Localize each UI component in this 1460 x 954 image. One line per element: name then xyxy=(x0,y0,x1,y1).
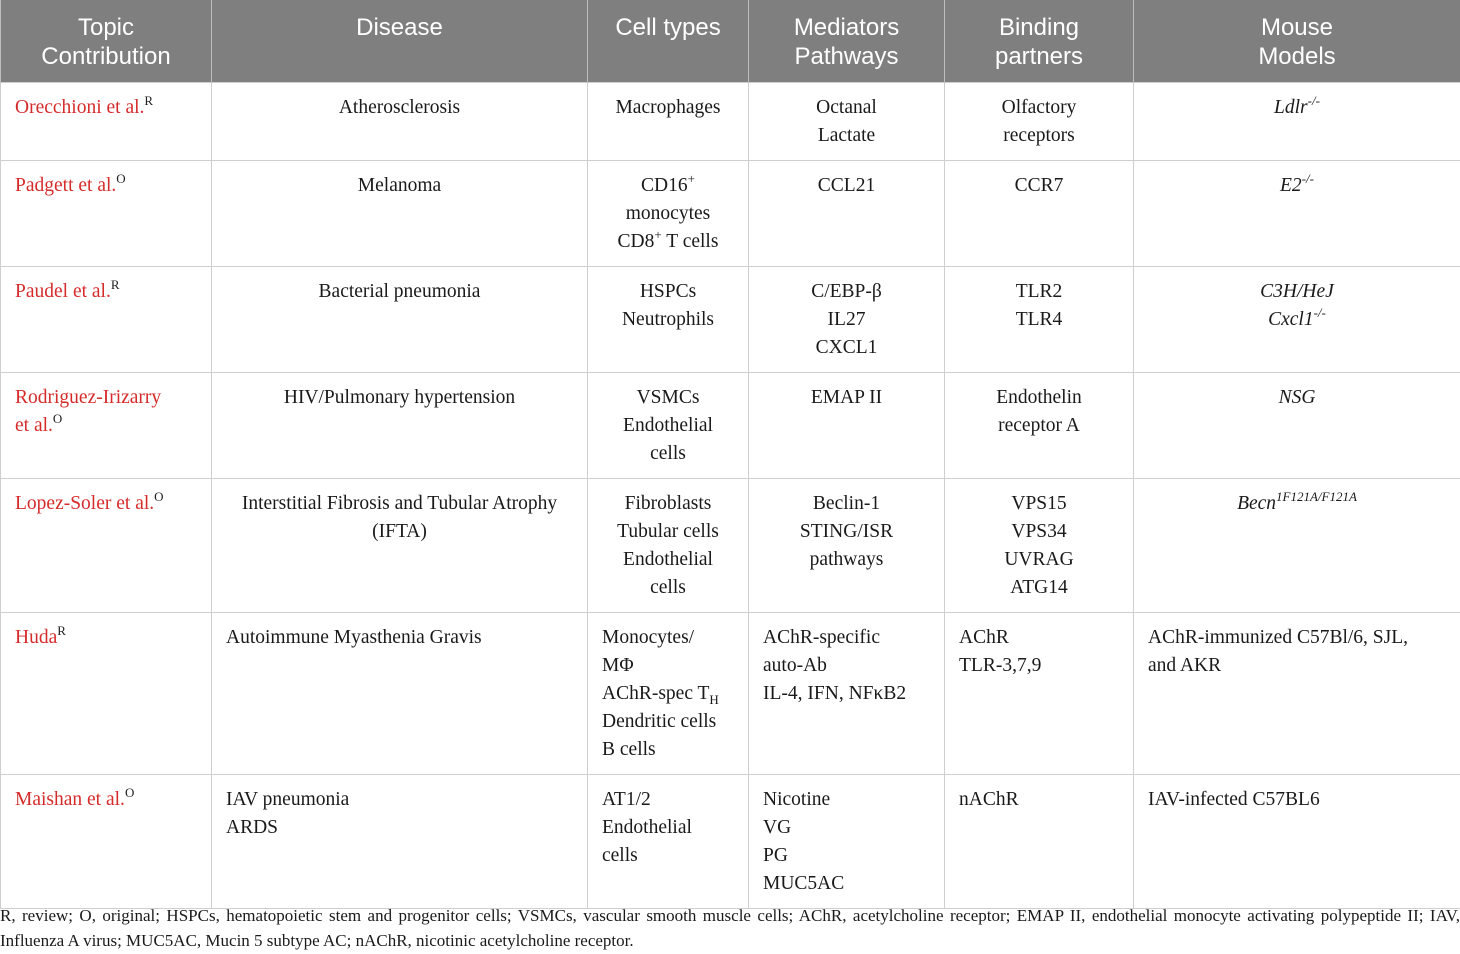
author-cell[interactable]: Padgett et al.$^O$ xyxy=(1,161,212,267)
binding-partners-cell: TLR2 TLR4 xyxy=(945,267,1134,373)
mediators-cell: AChR-specific auto-Ab IL-4, IFN, NFκB2 xyxy=(749,613,945,775)
disease-cell: HIV/Pulmonary hypertension xyxy=(212,373,588,479)
binding-partners-cell: Endothelin receptor A xyxy=(945,373,1134,479)
disease-cell: Interstitial Fibrosis and Tubular Atrophy (IFTA) xyxy=(212,479,588,613)
header-mediators-pathways: Mediators Pathways xyxy=(749,0,945,83)
disease-cell: Bacterial pneumonia xyxy=(212,267,588,373)
cell-types-cell: CD16+ monocytes CD8+ T cells xyxy=(588,161,749,267)
cell-types-cell: AT1/2 Endothelial cells xyxy=(588,775,749,909)
cell-types-cell: VSMCs Endothelial cells xyxy=(588,373,749,479)
table-header-row xyxy=(1,0,1460,83)
binding-partners-cell: CCR7 xyxy=(945,161,1134,267)
header-mouse-models: Mouse Models xyxy=(1134,0,1460,83)
disease-cell: Autoimmune Myasthenia Gravis xyxy=(212,613,588,775)
mouse-model-cell: IAV-infected C57BL6 xyxy=(1134,775,1460,909)
mouse-model-cell: Becn$^{1F121A/F121A}$ xyxy=(1134,479,1460,613)
cell-types-cell: Monocytes/ MΦ AChR-spec $T_H$ Dendritic cells B cells xyxy=(588,613,749,775)
disease-cell: IAV pneumonia ARDS xyxy=(212,775,588,909)
table-row xyxy=(1,775,1460,909)
author-cell[interactable]: Maishan et al.$^O$ xyxy=(1,775,212,909)
table-footnote: R, review; O, original; HSPCs, hematopoietic stem and progenitor cells; VSMCs, vascular smooth muscle cells; AChR, acetylcholine receptor; EMAP II, endothelial monocyte activating polypeptide II; IAV, Influenza A virus; MUC5AC, Mucin 5 subtype AC; nAChR, nicotinic acetylcholine receptor. xyxy=(0,906,1460,950)
table-row xyxy=(1,83,1460,161)
header-disease: Disease xyxy=(212,0,588,83)
author-cell[interactable]: Huda$^R$ xyxy=(1,613,212,775)
mouse-model-cell: C3H/HeJ Cxcl1-/- xyxy=(1134,267,1460,373)
table-row xyxy=(1,267,1460,373)
disease-cell: Atherosclerosis xyxy=(212,83,588,161)
author-cell[interactable]: Rodriguez-Irizarry et al.$^O$ xyxy=(1,373,212,479)
binding-partners-cell: VPS15 VPS34 UVRAG ATG14 xyxy=(945,479,1134,613)
mouse-model-cell: AChR-immunized C57Bl/6, SJL, and AKR xyxy=(1134,613,1460,775)
table-row xyxy=(1,373,1460,479)
binding-partners-cell: nAChR xyxy=(945,775,1134,909)
mediators-cell: Octanal Lactate xyxy=(749,83,945,161)
header-cell-types: Cell types xyxy=(588,0,749,83)
cell-types-cell: HSPCs Neutrophils xyxy=(588,267,749,373)
mediators-cell: Beclin-1 STING/ISR pathways xyxy=(749,479,945,613)
binding-partners-cell: AChR TLR-3,7,9 xyxy=(945,613,1134,775)
table-row xyxy=(1,613,1460,775)
mouse-model-cell: Ldlr-/- xyxy=(1134,83,1460,161)
mediators-cell: EMAP II xyxy=(749,373,945,479)
mediators-cell: Nicotine VG PG MUC5AC xyxy=(749,775,945,909)
author-cell[interactable]: Orecchioni et al.$^R$ xyxy=(1,83,212,161)
mediators-cell: CCL21 xyxy=(749,161,945,267)
author-cell[interactable]: Paudel et al.$^R$ xyxy=(1,267,212,373)
disease-cell: Melanoma xyxy=(212,161,588,267)
author-cell[interactable]: Lopez-Soler et al.$^O$ xyxy=(1,479,212,613)
mediators-cell: C/EBP-β IL27 CXCL1 xyxy=(749,267,945,373)
binding-partners-cell: Olfactory receptors xyxy=(945,83,1134,161)
header-binding-partners: Binding partners xyxy=(945,0,1134,83)
cell-types-cell: Fibroblasts Tubular cells Endothelial cells xyxy=(588,479,749,613)
table-row xyxy=(1,479,1460,613)
table-row xyxy=(1,161,1460,267)
header-topic-contribution: Topic Contribution xyxy=(1,0,212,83)
mouse-model-cell: E2-/- xyxy=(1134,161,1460,267)
mouse-model-cell: NSG xyxy=(1134,373,1460,479)
cell-types-cell: Macrophages xyxy=(588,83,749,161)
